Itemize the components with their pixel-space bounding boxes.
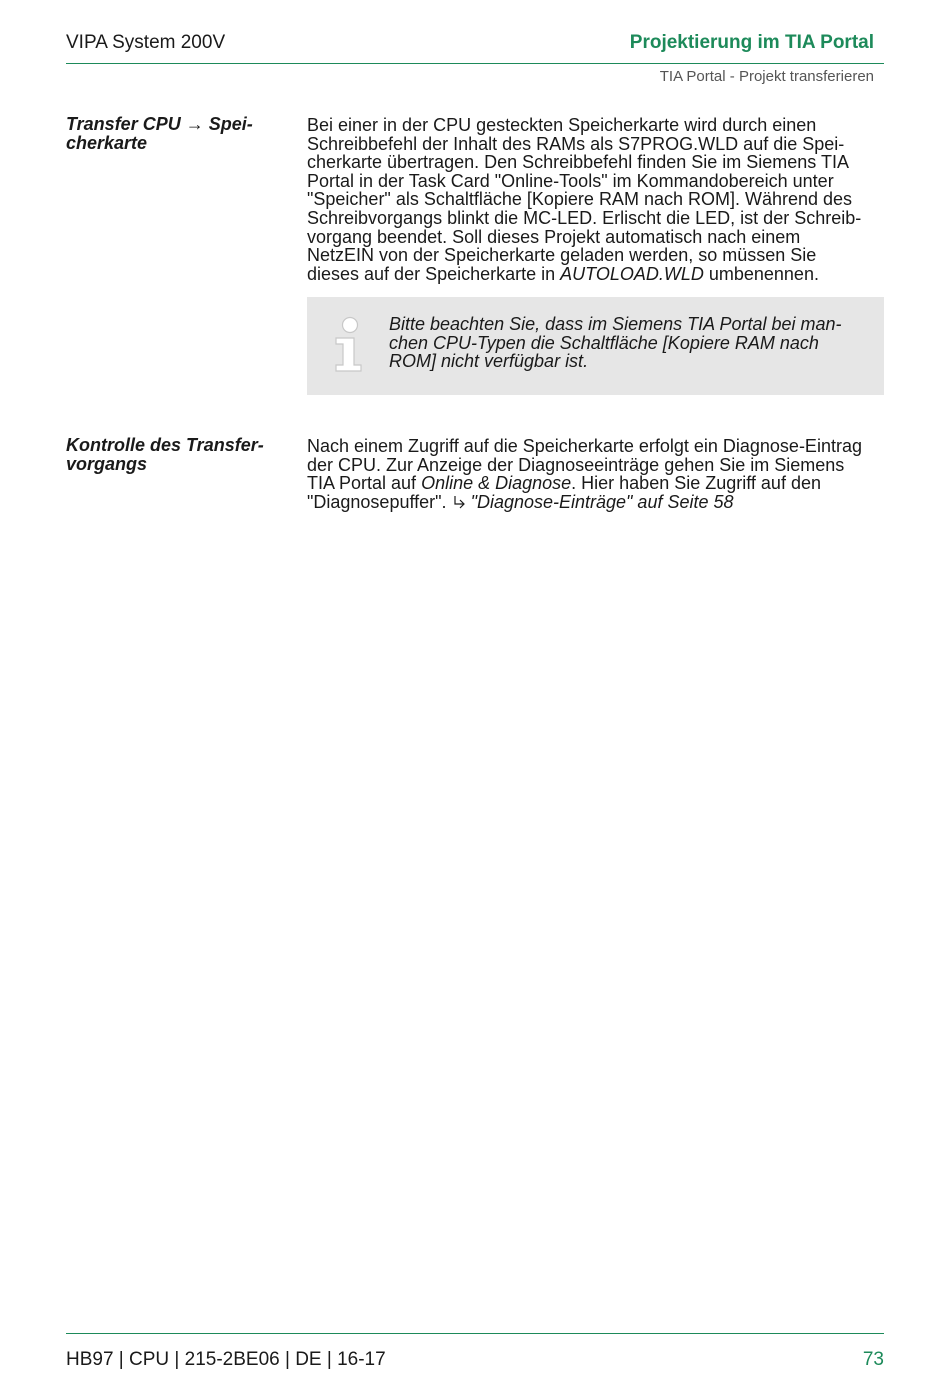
text-span: . Hier haben Sie Zugriff auf den <box>571 473 821 494</box>
page-number: 73 <box>862 1349 884 1370</box>
note-text <box>389 315 869 371</box>
heading-line: Kontrolle des Transfer- <box>66 435 264 455</box>
header-section: TIA Portal - Projekt transferieren <box>659 68 874 85</box>
text-line: der CPU. Zur Anzeige der Diagnoseeinträge gehen Sie im Siemens <box>307 454 845 475</box>
text-span: dieses auf der Speicherkarte in <box>307 263 561 284</box>
header-chapter: Projektierung im TIA Portal <box>629 32 874 53</box>
text-span: "Diagnosepuffer". <box>307 491 452 512</box>
section-heading-control <box>66 436 276 474</box>
note-line: Bitte beachten Sie, dass im Siemens TIA Portal bei man- <box>389 314 842 334</box>
heading-line: cherkarte <box>66 133 148 153</box>
text-line: NetzEIN von der Speicherkarte geladen werden, so müssen Sie <box>307 245 817 266</box>
link-text: "Diagnose-Einträge" auf Seite 58 <box>470 491 734 512</box>
text-line: Bei einer in der CPU gesteckten Speicherkarte wird durch einen <box>307 115 817 135</box>
text-line <box>307 493 887 512</box>
text-line: Schreibvorgangs blinkt die MC-LED. Erlischt die LED, ist der Schreib- <box>307 207 862 228</box>
text-span: umbenennen. <box>703 263 819 284</box>
cross-reference-link[interactable] <box>452 492 734 512</box>
footer-divider <box>66 1333 884 1334</box>
text-span: TIA Portal auf <box>307 473 422 494</box>
filename-emphasis: AUTOLOAD.WLD <box>560 263 704 284</box>
text-line <box>307 265 887 284</box>
text-line: Nach einem Zugriff auf die Speicherkarte erfolgt ein Diagnose-Eintrag <box>307 436 862 456</box>
text-line: vorgang beendet. Soll dieses Projekt automatisch nach einem <box>307 226 801 247</box>
info-icon <box>333 316 363 372</box>
text-line <box>307 474 887 493</box>
note-line: chen CPU-Typen die Schaltfläche [Kopiere RAM nach <box>389 332 819 353</box>
header-product: VIPA System 200V <box>66 32 226 53</box>
header-divider <box>66 63 884 64</box>
note-box <box>307 297 884 395</box>
section-body-transfer <box>307 116 887 283</box>
section-heading-transfer <box>66 115 276 153</box>
section-body-control <box>307 437 887 511</box>
note-line: ROM] nicht verfügbar ist. <box>389 351 589 372</box>
text-line: cherkarte übertragen. Den Schreibbefehl finden Sie im Siemens TIA <box>307 152 849 173</box>
menu-emphasis: Online & Diagnose <box>421 473 572 494</box>
link-arrow-icon <box>452 495 466 509</box>
heading-line: vorgangs <box>66 454 148 474</box>
text-line: Portal in der Task Card "Online-Tools" im Kommandobereich unter <box>307 170 834 191</box>
heading-line: Transfer CPU → Spei- <box>66 114 253 134</box>
text-line: Schreibbefehl der Inhalt des RAMs als S7PROG.WLD auf die Spei- <box>307 133 845 154</box>
text-line: "Speicher" als Schaltfläche [Kopiere RAM nach ROM]. Während des <box>307 189 853 210</box>
footer-document-id: HB97 | CPU | 215-2BE06 | DE | 16-17 <box>66 1349 386 1370</box>
